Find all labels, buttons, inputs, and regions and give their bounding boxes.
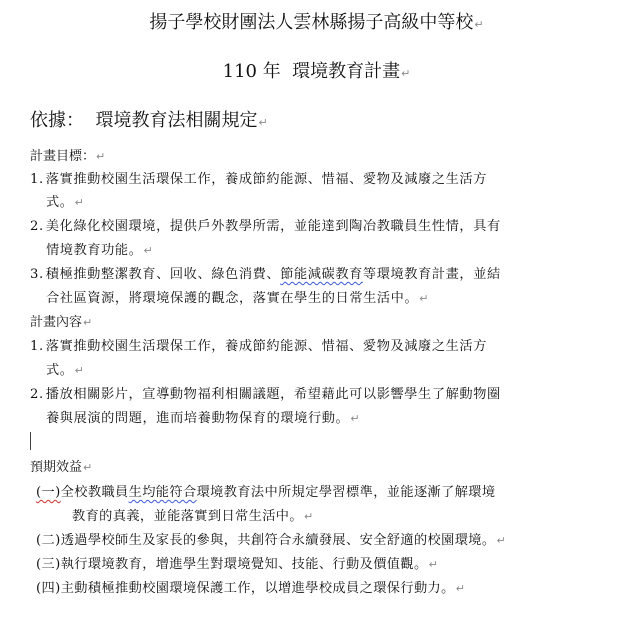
goal-item-text: 式。	[46, 195, 74, 210]
paragraph-mark-icon: ↵	[496, 534, 507, 547]
effects-heading	[30, 461, 92, 474]
goals-heading-text: 計畫目標：	[30, 149, 96, 164]
effect-item-1-line1	[36, 486, 496, 499]
effect-item-2	[36, 534, 506, 547]
goal-item-2-line1	[30, 220, 501, 233]
paragraph-mark-icon: ↵	[258, 116, 268, 129]
paragraph-mark-icon: ↵	[83, 316, 93, 329]
effect-item-number: (一)	[36, 485, 61, 500]
text-cursor	[30, 432, 31, 450]
paragraph-mark-icon: ↵	[83, 461, 93, 474]
document-subtitle-text: 110 年 環境教育計畫	[222, 61, 401, 82]
content-item-1-line1	[30, 340, 487, 353]
document-title	[0, 14, 633, 32]
paragraph-mark-icon: ↵	[304, 510, 314, 523]
paragraph-mark-icon: ↵	[74, 364, 85, 377]
goal-item-text: 合社區資源，將環境保護的觀念，落實在學生的日常生活中。	[46, 291, 419, 306]
goal-item-text: 等環境教育計畫，並結	[362, 267, 501, 282]
effect-item-text: 透過學校師生及家長的參與，共創符合永續發展、安全舒適的校園環境。	[60, 533, 496, 548]
paragraph-mark-icon: ↵	[455, 582, 466, 595]
goal-item-text: 情境教育功能。	[46, 243, 143, 258]
effect-item-text: 環境教育法中所規定學習標準，並能逐漸了解環境	[196, 485, 496, 500]
content-item-2-line2	[46, 412, 360, 425]
effect-item-1-line2	[72, 510, 314, 523]
content-heading	[30, 316, 92, 329]
document-title-text: 揚子學校財團法人雲林縣揚子高級中等校	[149, 12, 474, 33]
effects-heading-text: 預期效益	[30, 460, 83, 475]
effect-item-text: 主動積極推動校園環境保護工作，以增進學校成員之環保行動力。	[60, 581, 455, 596]
content-item-number: 2.	[30, 387, 44, 402]
paragraph-mark-icon: ↵	[96, 150, 106, 163]
paragraph-mark-icon: ↵	[143, 244, 154, 257]
paragraph-mark-icon: ↵	[419, 292, 430, 305]
basis-text: 依據： 環境教育法相關規定	[30, 110, 258, 131]
paragraph-mark-icon: ↵	[401, 67, 411, 80]
basis-heading	[30, 112, 268, 130]
goal-item-number: 1.	[30, 172, 44, 187]
document-subtitle	[0, 63, 633, 81]
goal-item-3-line1	[30, 268, 501, 281]
effect-item-3	[36, 558, 438, 571]
paragraph-mark-icon: ↵	[74, 196, 85, 209]
effect-item-text: 執行環境教育，增進學生對環境覺知、技能、行動及價值觀。	[60, 557, 428, 572]
goal-item-1-line1	[30, 173, 487, 186]
goal-item-2-line2	[46, 244, 153, 257]
goal-item-3-line2	[46, 292, 429, 305]
grammar-marked-text: 節能減碳教育	[280, 267, 363, 282]
paragraph-mark-icon: ↵	[350, 412, 361, 425]
paragraph-mark-icon: ↵	[474, 18, 484, 31]
content-heading-text: 計畫內容	[30, 315, 83, 330]
content-item-text: 播放相關影片，宣導動物福利相關議題，希望藉此可以影響學生了解動物圈	[45, 387, 501, 402]
goal-item-1-line2	[46, 196, 84, 209]
goal-item-number: 3.	[30, 267, 44, 282]
content-item-1-line2	[46, 364, 84, 377]
effect-item-number: (四)	[36, 581, 61, 596]
content-item-text: 養與展演的問題，進而培養動物保育的環境行動。	[46, 411, 350, 426]
content-item-2-line1	[30, 388, 501, 401]
effect-item-4	[36, 582, 465, 595]
goal-item-text: 落實推動校園生活環保工作，養成節約能源、惜福、愛物及減廢之生活方	[45, 172, 487, 187]
effect-item-text: 教育的真義，並能落實到日常生活中。	[72, 509, 303, 524]
goal-item-number: 2.	[30, 219, 44, 234]
effect-item-number: (三)	[36, 557, 61, 572]
effect-item-text: 全校教職員	[60, 485, 129, 500]
goal-item-text: 美化綠化校園環境，提供戶外教學所需，並能達到陶冶教職員生性情，具有	[45, 219, 501, 234]
effect-item-number: (二)	[36, 533, 61, 548]
goal-item-text: 積極推動整潔教育、回收、綠色消費、	[45, 267, 281, 282]
content-item-text: 式。	[46, 363, 74, 378]
content-item-text: 落實推動校園生活環保工作，養成節約能源、惜福、愛物及減廢之生活方	[45, 339, 487, 354]
grammar-marked-text: 生均能符合	[128, 485, 197, 500]
goals-heading	[30, 150, 105, 163]
content-item-number: 1.	[30, 339, 44, 354]
paragraph-mark-icon: ↵	[428, 558, 439, 571]
